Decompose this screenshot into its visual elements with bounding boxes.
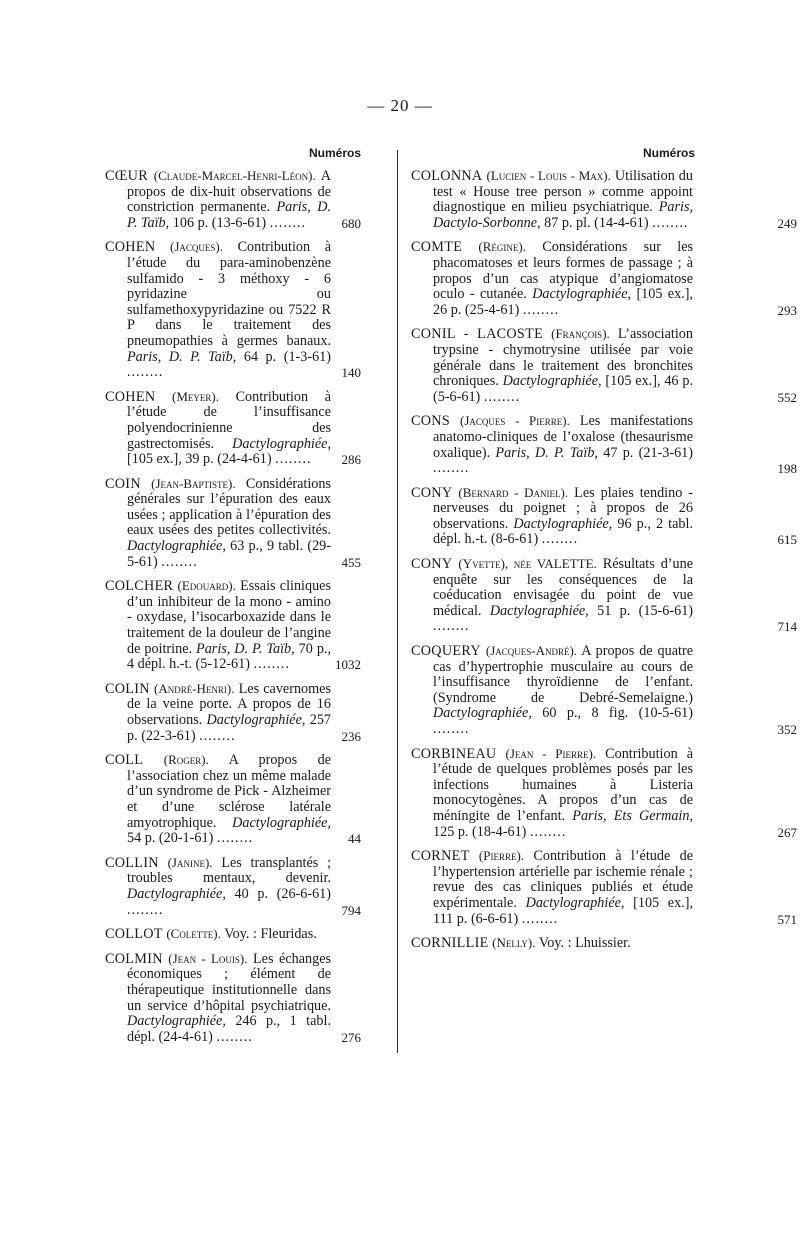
bibliography-entry (411, 326, 797, 405)
entry-author-name: COHEN (105, 388, 156, 405)
entry-author-name: COMTE (411, 239, 463, 256)
entry-details: 51 p. (15-6-61) (597, 602, 694, 619)
leader-dots: ........ (127, 364, 164, 381)
entry-text (105, 681, 331, 744)
leader-dots: ........ (433, 460, 470, 477)
entry-number: 249 (777, 215, 797, 231)
bibliography-entry (105, 168, 389, 231)
entry-author-given: (Pierre). (478, 848, 525, 864)
entry-author-given: (François). (551, 326, 610, 342)
entry-details: [105 ex.], 39 p. (24-4-61) (127, 451, 272, 468)
entry-title: Voy. : Lhuissier. (538, 935, 631, 952)
entry-author-name: COLCHER (105, 578, 174, 595)
entry-title: Utilisation du test « House tree person » comme appoint diagnostique en milieu psychiatrique. (433, 168, 693, 216)
leader-dots: ........ (161, 553, 198, 570)
entry-details: [105 ex.], 26 p. (25-4-61) (433, 286, 694, 318)
right-column-header: Numéros (642, 146, 695, 160)
entry-text (411, 326, 693, 405)
entry-details: 63 p., 9 tabl. (29-5-61) (127, 538, 331, 570)
entry-publisher: Dactylographiée, (532, 286, 632, 303)
entry-title: A propos de dix-huit observations de constriction permanente. (127, 168, 332, 216)
entry-author-given: (Janine). (167, 854, 213, 870)
leader-dots: ........ (433, 618, 470, 635)
entry-publisher: Dactylographiée, (232, 435, 331, 452)
entry-number: 455 (341, 554, 361, 570)
entry-text (105, 239, 331, 380)
entry-publisher: Dactylographiée, (232, 814, 331, 831)
bibliography-entry (411, 643, 797, 738)
entry-author-name: COHEN (105, 239, 156, 256)
leader-dots: ........ (216, 830, 254, 847)
entry-author-name: COIN (105, 475, 141, 492)
entry-text (411, 848, 693, 927)
bibliography-entry (411, 168, 797, 231)
entry-details: 64 p. (1-3-61) (243, 348, 331, 365)
right-column (411, 144, 797, 960)
entry-author-name: COLONNA (411, 168, 483, 184)
entry-text (411, 239, 693, 318)
entry-title: Les plaies tendino - nerveuses du poignet ; à propos de 26 observations. (433, 484, 694, 532)
leader-dots: ........ (275, 451, 312, 468)
bibliography-entry (105, 855, 389, 918)
entry-text (105, 951, 331, 1046)
left-column-header: Numéros (308, 146, 361, 160)
entry-text (411, 168, 693, 231)
entry-text (105, 926, 331, 943)
entry-author-name: COLLIN (105, 854, 159, 871)
bibliography-entry (105, 951, 389, 1046)
entry-publisher: Paris, Dactylo-Sorbonne, (433, 199, 694, 231)
entry-author-name: COLMIN (105, 950, 163, 967)
entry-title: Les manifestations anatomo-cliniques de l’oxalose (thesaurisme oxalique). (433, 413, 694, 461)
entry-number: 1032 (335, 657, 361, 673)
entry-title: Les échanges économiques ; élément de thérapeutique institutionnelle dans un service d’hôpital psychiatrique. (127, 950, 332, 1014)
bibliography-entry (411, 935, 745, 952)
bibliography-entry (105, 681, 389, 744)
entry-publisher: Dactylographiée, (206, 712, 306, 728)
entry-details: 60 p., 8 fig. (10-5-61) (542, 705, 693, 722)
entry-number: 140 (341, 365, 361, 381)
entry-text (411, 413, 693, 476)
entry-number: 680 (341, 215, 361, 231)
entry-text (411, 643, 693, 738)
entry-details: 257 p. (22-3-61) (127, 712, 331, 744)
entry-details: 246 p., 1 tabl. dépl. (24-4-61) (127, 1013, 332, 1045)
entry-publisher: Paris, D. P. Taïb, (495, 444, 598, 461)
entry-author-name: CONY (411, 556, 453, 573)
entry-title: Considérations sur les phacomatoses et leurs formes de passage ; à propos d’un cas atypique d’angiomatose oculo - cutanée. (433, 239, 694, 303)
entry-details: 47 p. (21-3-61) (603, 444, 693, 461)
entry-text (411, 556, 693, 635)
entry-details: 40 p. (26-6-61) (234, 885, 331, 902)
bibliography-entry (411, 484, 797, 548)
entry-number: 198 (777, 461, 797, 477)
entry-title: Résultats d’une enquête sur les conséquences de la coéducation envisagée du point de vue médical. (433, 556, 694, 619)
entry-title: Voy. : Fleuridas. (224, 926, 317, 943)
bibliography-entry (411, 413, 797, 477)
bibliography-entry (411, 848, 797, 927)
entry-title: A propos de l’association chez un même malade d’un syndrome de Pick - Alzheimer et d’une sclérose latérale amyotrophique. (127, 752, 332, 831)
entry-author-name: CONS (411, 413, 451, 430)
bibliography-entry (411, 239, 797, 318)
entry-text (105, 389, 331, 468)
leader-dots: ........ (216, 1028, 253, 1045)
entry-title: Contribution à l’étude de l’hypertension artérielle par ischemie rénale ; revue des cas cliniques publiés et étude expérimentale. (433, 848, 693, 911)
entry-author-given: (Jean-Baptiste). (151, 475, 236, 491)
entry-number: 236 (341, 728, 361, 744)
entry-number: 794 (341, 902, 361, 918)
entry-text (105, 168, 331, 231)
entry-details: 54 p. (20-1-61) (127, 830, 214, 847)
left-column (105, 144, 389, 1053)
leader-dots: ........ (522, 301, 560, 318)
leader-dots: ........ (199, 727, 236, 744)
entry-author-given: (Colette). (166, 926, 221, 942)
page-number: — 20 — (367, 96, 433, 115)
entry-title: Essais cliniques d’un inhibiteur de la mono - amino - oxydase, l’isocarboxazide dans le traitement de la douleur de l’angine de poitrine. (127, 578, 331, 657)
entry-publisher: Paris, Ets Germain, (572, 807, 694, 824)
entry-author-name: COQUERY (411, 643, 481, 660)
entry-publisher: Dactylographiée, (489, 602, 589, 619)
leader-dots: ........ (483, 388, 521, 405)
entry-publisher: Paris, D. P. Taïb, (196, 640, 295, 657)
entry-number: 293 (777, 302, 797, 318)
entry-number: 267 (777, 824, 797, 840)
entry-author-given: (Jean - Pierre). (505, 745, 597, 761)
entry-author-name: CORBINEAU (411, 745, 497, 762)
entry-author-given: (Jacques). (169, 239, 223, 255)
entry-text (411, 746, 693, 841)
entry-details: 70 p., 4 dépl. h.-t. (5-12-61) (127, 640, 332, 673)
entry-title: Les cavernomes de la veine porte. A propos de 16 observations. (127, 680, 331, 728)
leader-dots: ........ (433, 721, 470, 737)
entry-number: 276 (341, 1029, 361, 1045)
bibliography-entry (105, 752, 389, 847)
entry-author-given: (Yvette), née VALETTE. (458, 556, 597, 572)
bibliography-entry (105, 926, 389, 943)
entry-author-given: (Lucien - Louis - Max). (486, 168, 611, 183)
bibliography-entry (411, 745, 797, 841)
entry-author-given: (Meyer). (171, 388, 219, 404)
entry-author-given: (Claude-Marcel-Henri-Léon). (153, 168, 316, 183)
entry-publisher: Dactylographiée, (513, 515, 613, 532)
entry-author-given: (Nelly). (492, 935, 536, 951)
entry-text (105, 578, 331, 673)
entry-author-name: CONY (411, 484, 453, 501)
entry-title: Contribution à l’étude du para-aminobenzène sulfamido - 3 méthoxy - 6 pyridazine ou sulfamethoxypyridazine ou 7522 R P dans le traitement des pneumopathies à germes banaux. (127, 239, 331, 349)
entry-author-given: (Roger). (163, 752, 209, 768)
leader-dots: ........ (127, 901, 164, 918)
entry-text (105, 855, 331, 918)
leader-dots: ........ (541, 531, 579, 548)
entry-publisher: Dactylographiée, (127, 538, 226, 555)
entry-author-given: (André-Henri). (153, 680, 235, 696)
entry-publisher: Dactylographiée, (127, 885, 226, 902)
entry-number: 571 (777, 911, 797, 927)
entry-publisher: Dactylographiée, (502, 373, 602, 390)
entry-text (411, 485, 693, 548)
entry-title: L’association trypsine - chymotrysine utilisée par voie générale dans le traitement des bronchites chroniques. (433, 326, 693, 390)
entry-author-given: (Jean - Louis). (168, 950, 248, 966)
entry-details: 125 p. (18-4-61) (433, 823, 527, 840)
entry-details: 87 p. pl. (14-4-61) (544, 214, 649, 231)
entry-details: 96 p., 2 tabl. dépl. h.-t. (8-6-61) (433, 515, 693, 548)
entry-publisher: Dactylographiée, (525, 894, 625, 911)
entry-number: 286 (341, 452, 361, 468)
entry-number: 44 (348, 831, 361, 847)
leader-dots: ........ (652, 214, 689, 231)
entry-number: 714 (777, 619, 797, 635)
column-divider (397, 150, 398, 1053)
entry-publisher: Paris, D. P. Taïb, (127, 199, 332, 231)
entry-text (411, 935, 693, 952)
entry-author-name: CORNILLIE (411, 935, 489, 952)
entry-author-name: COLL (105, 752, 144, 769)
bibliography-entry (105, 578, 389, 673)
entry-details: [105 ex.], 46 p. (5-6-61) (433, 373, 694, 405)
entry-author-given: (Régine). (478, 239, 526, 255)
bibliography-entry (411, 556, 797, 635)
entry-number: 615 (777, 532, 797, 548)
entry-text (105, 476, 331, 571)
entry-publisher: Dactylographiée, (433, 705, 532, 722)
entry-text (105, 752, 331, 847)
entry-author-given: (Edouard). (177, 578, 236, 594)
entry-author-name: COLIN (105, 680, 150, 697)
entry-author-given: (Bernard - Daniel). (458, 484, 569, 500)
entry-publisher: Dactylographiée, (127, 1013, 226, 1030)
leader-dots: ........ (521, 910, 559, 927)
entry-author-name: CONIL - LACOSTE (411, 326, 544, 343)
bibliography-entry (105, 239, 389, 380)
leader-dots: ........ (269, 214, 307, 231)
entry-author-name: CORNET (411, 848, 470, 865)
entry-title: Contribution à l’étude de l’insuffisance polyendocrinienne des gastrectomisés. (127, 388, 331, 452)
entry-title: Considérations générales sur l’épuration des eaux usées ; application à l’épuration des eaux usées des petites collectivités. (127, 475, 332, 539)
entry-publisher: Paris, D. P. Taïb, (127, 348, 237, 365)
entry-title: Les transplantés ; troubles mentaux, devenir. (127, 854, 332, 887)
entry-author-name: CŒUR (105, 168, 148, 184)
entry-author-name: COLLOT (105, 926, 163, 943)
entry-title: Contribution à l’étude de quelques problèmes posés par les infections humaines à Listeria monocytogènes. A propos d’un cas de méningite de l’enfant. (433, 745, 694, 824)
entry-number: 552 (777, 389, 797, 405)
entry-author-given: (Jacques-André). (485, 643, 578, 659)
bibliography-entry (105, 389, 389, 468)
leader-dots: ........ (529, 823, 567, 840)
entry-details: 106 p. (13-6-61) (172, 214, 267, 231)
leader-dots: ........ (253, 656, 290, 673)
entry-number: 352 (777, 722, 797, 737)
entry-details: [105 ex.], 111 p. (6-6-61) (433, 894, 694, 927)
entry-author-given: (Jacques - Pierre). (460, 413, 570, 429)
entry-title: A propos de quatre cas d’hypertrophie musculaire au cours de l’insuffisance thyroïdienne de l’enfant. (Syndrome de Debré-Semelaigne.) (433, 643, 694, 706)
bibliography-entry (105, 476, 389, 571)
